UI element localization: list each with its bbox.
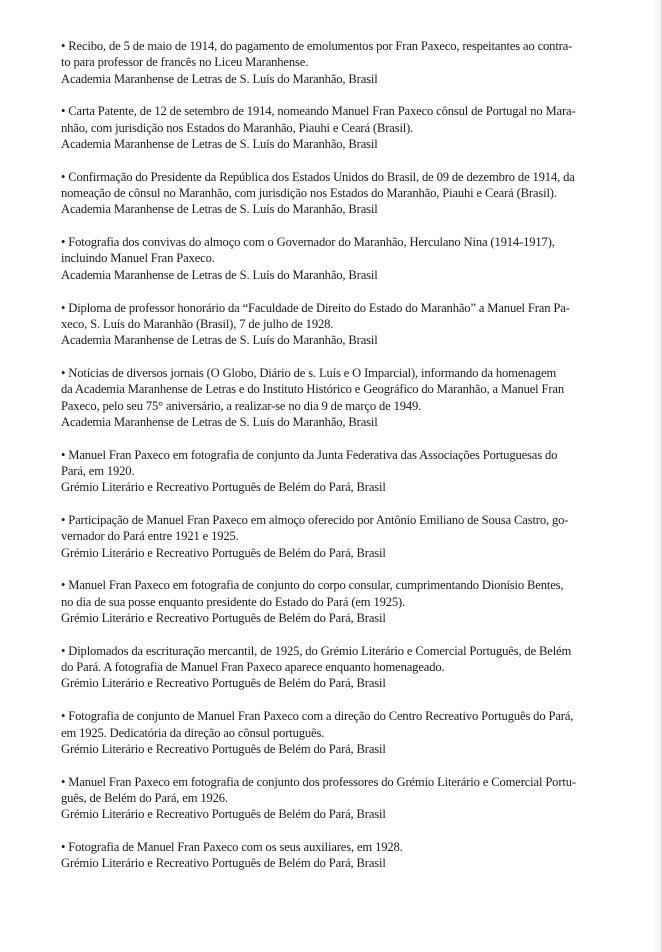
description-line: Paxeco, pelo seu 75° aniversário, a realizar-se no dia 9 de março de 1949. <box>61 398 422 413</box>
item-source: Grémio Literário e Recreativo Português de Belém do Pará, Brasil <box>61 611 386 626</box>
list-item <box>61 774 631 823</box>
description-line: Fotografia de Manuel Fran Paxeco com os seus auxiliares, em 1928. <box>68 839 403 854</box>
item-description <box>61 577 631 610</box>
description-line: nomeação de cônsul no Maranhão, com jurisdição nos Estados do Maranhão, Piauhi e Ceará (Brasil). <box>61 186 557 201</box>
description-line: incluindo Manuel Fran Paxeco. <box>61 251 215 266</box>
item-description <box>61 103 631 136</box>
description-line: to para professor de francês no Liceu Maranhense. <box>61 55 309 70</box>
item-source: Academia Maranhense de Letras de S. Luís do Maranhão, Brasil <box>61 202 378 217</box>
description-line: Manuel Fran Paxeco em fotografia de conjunto dos professores do Grémio Literário e Comercial Portu- <box>68 774 576 789</box>
description-line: Notícias de diversos jornais (O Globo, Diário de s. Luís e O Imparcial), informando da homenagem <box>68 365 557 380</box>
bullet: • <box>61 578 66 593</box>
item-description <box>61 169 631 202</box>
description-line: Diploma de professor honorário da “Faculdade de Direito do Estado do Maranhão” a Manuel Fran Pa- <box>68 300 570 315</box>
item-description <box>61 643 631 676</box>
item-source: Academia Maranhense de Letras de S. Luís do Maranhão, Brasil <box>61 414 378 429</box>
item-source: Academia Maranhense de Letras de S. Luís do Maranhão, Brasil <box>61 267 378 282</box>
list-item <box>61 38 631 87</box>
bullet: • <box>61 169 66 184</box>
description-line: Confirmação do Presidente da República dos Estados Unidos do Brasil, de 09 de dezembro de 1914, da <box>68 169 575 184</box>
description-line: da Academia Maranhense de Letras e do Instituto Histórico e Geográfico do Maranhão, a Manuel Fran <box>61 382 565 397</box>
list-item <box>61 447 631 496</box>
list-item <box>61 103 631 152</box>
item-description <box>61 234 631 267</box>
list-item <box>61 234 631 283</box>
description-line: Participação de Manuel Fran Paxeco em almoço oferecido por Antônio Emiliano de Sousa Castro, go- <box>68 513 569 528</box>
list-item <box>61 169 631 218</box>
bullet: • <box>61 774 66 789</box>
document-list <box>61 38 631 888</box>
description-line: xeco, S. Luís do Maranhão (Brasil), 7 de julho de 1928. <box>61 316 334 331</box>
description-line: Pará, em 1920. <box>61 463 135 478</box>
item-source: Grémio Literário e Recreativo Português de Belém do Pará, Brasil <box>61 480 386 495</box>
list-item <box>61 643 631 692</box>
bullet: • <box>61 513 66 528</box>
item-source: Grémio Literário e Recreativo Português de Belém do Pará, Brasil <box>61 545 386 560</box>
description-line: em 1925. Dedicatória da direção ao cônsul português. <box>61 725 325 740</box>
description-line: Fotografia dos convivas do almoço com o Governador do Maranhão, Herculano Nina (1914-1917), <box>68 235 555 250</box>
bullet: • <box>61 235 66 250</box>
item-source: Academia Maranhense de Letras de S. Luís do Maranhão, Brasil <box>61 136 378 151</box>
item-description <box>61 38 631 71</box>
bullet: • <box>61 839 66 854</box>
description-line: guês, de Belém do Pará, em 1926. <box>61 790 228 805</box>
description-line: Fotografia de conjunto de Manuel Fran Paxeco com a direção do Centro Recreativo Português do Pará, <box>68 709 574 724</box>
item-source: Academia Maranhense de Letras de S. Luís do Maranhão, Brasil <box>61 333 378 348</box>
item-source: Grémio Literário e Recreativo Português de Belém do Pará, Brasil <box>61 856 386 871</box>
description-line: nhão, com jurisdição nos Estados do Maranhão, Piauhi e Ceará (Brasil). <box>61 120 414 135</box>
list-item <box>61 512 631 561</box>
list-item <box>61 839 631 872</box>
item-description <box>61 839 631 855</box>
item-source: Grémio Literário e Recreativo Português de Belém do Pará, Brasil <box>61 676 386 691</box>
description-line: no dia de sua posse enquanto presidente do Estado do Pará (em 1925). <box>61 594 406 609</box>
description-line: vernador do Pará entre 1921 e 1925. <box>61 529 239 544</box>
item-description <box>61 512 631 545</box>
bullet: • <box>61 365 66 380</box>
item-source: Academia Maranhense de Letras de S. Luís do Maranhão, Brasil <box>61 71 378 86</box>
list-item <box>61 708 631 757</box>
item-description <box>61 774 631 807</box>
description-line: do Pará. A fotografia de Manuel Fran Paxeco aparece enquanto homenageado. <box>61 660 445 675</box>
bullet: • <box>61 104 66 119</box>
list-item <box>61 300 631 349</box>
list-item <box>61 365 631 430</box>
list-item <box>61 577 631 626</box>
item-source: Grémio Literário e Recreativo Português de Belém do Pará, Brasil <box>61 807 386 822</box>
item-description <box>61 447 631 480</box>
bullet: • <box>61 447 66 462</box>
description-line: Manuel Fran Paxeco em fotografia de conjunto da Junta Federativa das Associações Portuguesas do <box>68 447 558 462</box>
description-line: Manuel Fran Paxeco em fotografia de conjunto do corpo consular, cumprimentando Dionísio Bentes, <box>68 578 564 593</box>
item-description <box>61 365 631 414</box>
bullet: • <box>61 643 66 658</box>
bullet: • <box>61 709 66 724</box>
item-description <box>61 708 631 741</box>
bullet: • <box>61 300 66 315</box>
description-line: Carta Patente, de 12 de setembro de 1914, nomeando Manuel Fran Paxeco cônsul de Portugal no Mara- <box>68 104 576 119</box>
description-line: Diplomados da escrituração mercantil, de 1925, do Grémio Literário e Comercial Português, de Belém <box>68 643 572 658</box>
description-line: Recibo, de 5 de maio de 1914, do pagamento de emolumentos por Fran Paxeco, respeitantes ao contra- <box>68 39 573 53</box>
item-source: Grémio Literário e Recreativo Português de Belém do Pará, Brasil <box>61 741 386 756</box>
item-description <box>61 300 631 333</box>
bullet: • <box>61 39 66 53</box>
